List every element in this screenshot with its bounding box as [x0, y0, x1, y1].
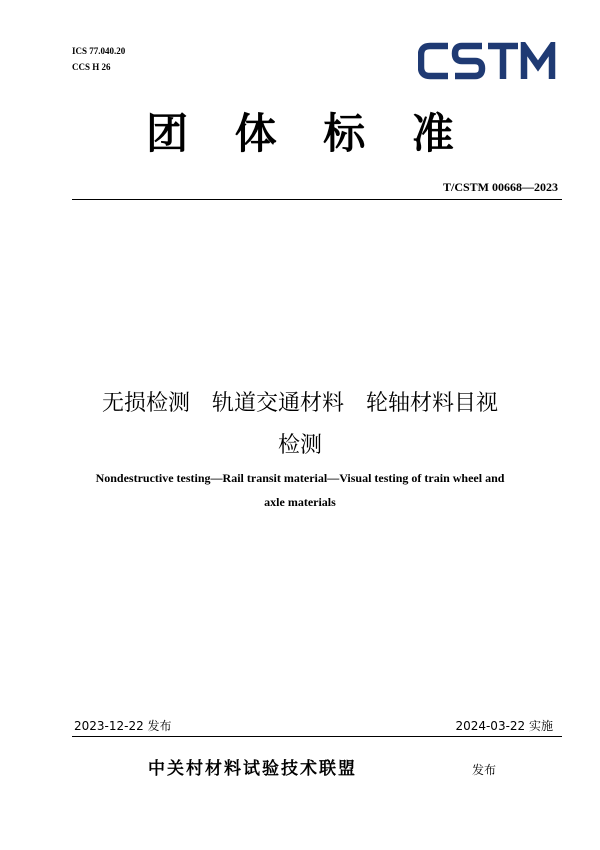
- title-en-line2: axle materials: [264, 495, 336, 509]
- publisher-name: 中关村材料试验技术联盟: [148, 759, 357, 779]
- svg-text:CSTM: CSTM: [418, 42, 422, 43]
- bottom-divider: [72, 736, 562, 737]
- implementation-date: 2024-03-22 实施: [455, 719, 553, 733]
- cstm-logo: [418, 42, 556, 80]
- ccs-code: CCS H 26: [72, 62, 111, 72]
- standard-number: T/CSTM 00668—2023: [442, 180, 558, 194]
- title-cn-line1: 无损检测 轨道交通材料 轮轴材料目视: [101, 391, 498, 416]
- top-divider: [72, 199, 562, 200]
- document-heading: 团 体 标 准: [146, 109, 470, 158]
- title-en-line1: Nondestructive testing—Rail transit material—Visual testing of train wheel and: [95, 471, 505, 485]
- title-cn-line2: 检测: [277, 433, 322, 458]
- ics-code: ICS 77.040.20: [72, 46, 126, 56]
- issue-date: 2023-12-22 发布: [74, 719, 172, 733]
- issued-label: 发布: [472, 763, 497, 777]
